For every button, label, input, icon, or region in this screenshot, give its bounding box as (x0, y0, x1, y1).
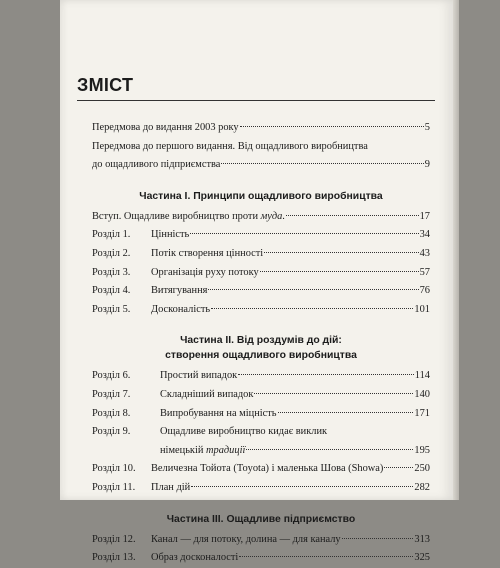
toc-entry-intro: Вступ. Ощадливе виробництво проти муда. 17 (92, 208, 430, 227)
leader-dots (239, 556, 413, 557)
page-number: 325 (414, 552, 430, 564)
leader-dots (191, 486, 413, 487)
leader-dots (384, 467, 413, 468)
toc-entry-chapter-6: Розділ 6. Простий випадок 114 (92, 367, 430, 386)
toc-entry-chapter-8: Розділ 8. Випробування на міцність 171 (92, 405, 430, 424)
page-number: 43 (419, 247, 430, 259)
heading-rule (77, 100, 435, 101)
leader-dots (238, 374, 414, 375)
leader-dots (211, 308, 413, 309)
leader-dots (264, 252, 418, 253)
contents-heading: ЗМІСТ (77, 75, 134, 95)
toc-entry-preface-first: до ощадливого підприємства 9 (92, 156, 430, 175)
toc-entry-chapter-5: Розділ 5. Досконалість 101 (92, 301, 430, 320)
page-number: 195 (414, 444, 430, 456)
leader-dots (278, 412, 414, 413)
toc-entry-chapter-7: Розділ 7. Складніший випадок 140 (92, 386, 430, 405)
book-page (60, 0, 453, 564)
leader-dots (246, 449, 413, 450)
page-number: 34 (419, 229, 430, 241)
page-number: 76 (419, 285, 430, 297)
page-number: 250 (414, 463, 430, 475)
leader-dots (286, 215, 419, 216)
part-1-title: Частина I. Принципи ощадливого виробництва (139, 190, 383, 202)
leader-dots (240, 126, 424, 127)
leader-dots (260, 271, 419, 272)
toc-entry-chapter-13: Розділ 13. Образ досконалості 325 (92, 549, 430, 568)
toc-entry-chapter-11: Розділ 11. План дій 282 (92, 479, 430, 498)
part-2-title-line1: Частина II. Від роздумів до дій: (180, 335, 342, 347)
page-number: 282 (414, 481, 430, 493)
table-of-contents (92, 119, 430, 568)
page-number: 114 (414, 370, 430, 382)
page-number: 101 (414, 303, 430, 315)
page-number: 9 (424, 159, 430, 171)
toc-entry-chapter-10: Розділ 10. Величезна Тойота (Toyota) і маленька Шова (Showa) 250 (92, 460, 430, 479)
page-number: 140 (414, 388, 430, 400)
part-3-title: Частина III. Ощадливе підприємство (166, 513, 356, 525)
toc-entry-chapter-1: Розділ 1. Цінність 34 (92, 226, 430, 245)
toc-entry-chapter-4: Розділ 4. Витягування 76 (92, 282, 430, 301)
toc-entry-chapter-12: Розділ 12. Канал — для потоку, долина — для каналу 313 (92, 531, 430, 550)
page-number: 17 (419, 210, 430, 222)
leader-dots (190, 233, 418, 234)
toc-entry-preface-first-line1: Передмова до першого видання. Від ощадливого виробництва (92, 140, 368, 152)
toc-entry-chapter-3: Розділ 3. Організація руху потоку 57 (92, 264, 430, 283)
leader-dots (342, 538, 414, 539)
leader-dots (221, 163, 423, 164)
toc-entry-chapter-2: Розділ 2. Потік створення цінності 43 (92, 245, 430, 264)
toc-entry-chapter-9-line1: Розділ 9. Ощадливе виробництво кидає виклик (92, 426, 328, 438)
page-number: 5 (424, 122, 430, 133)
leader-dots (208, 289, 418, 290)
leader-dots (254, 393, 413, 394)
toc-entry-chapter-9: німецькій традиції 195 (92, 442, 430, 461)
page-number: 313 (414, 533, 430, 545)
page-number: 57 (419, 266, 430, 278)
toc-entry-preface-2003: Передмова до видання 2003 року 5 (92, 119, 430, 138)
page-number: 171 (414, 407, 430, 419)
page-edge (453, 0, 459, 500)
part-2-title-line2: створення ощадливого виробництва (165, 350, 357, 362)
